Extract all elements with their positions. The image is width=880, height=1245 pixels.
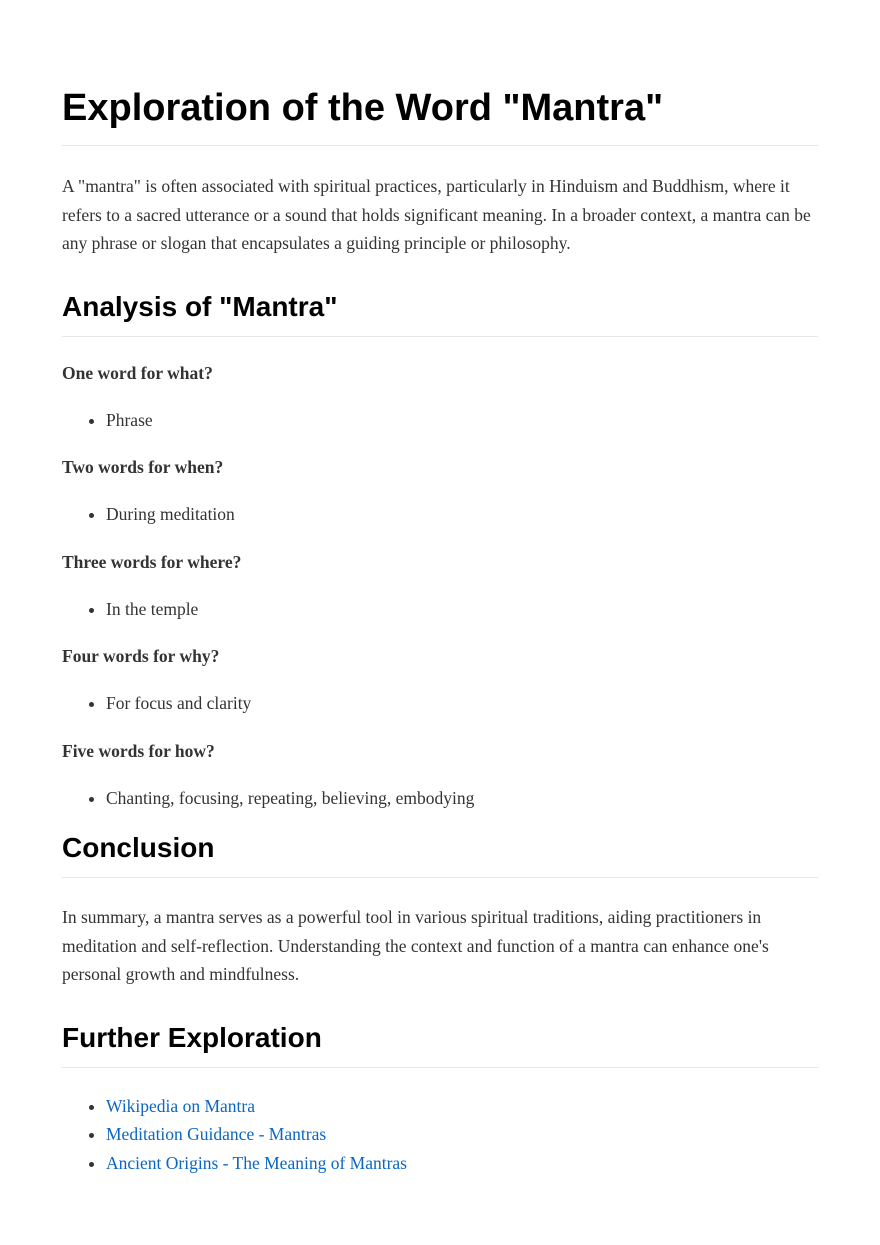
answer-what: • Phrase [106,406,818,435]
answer-list-how [62,784,818,813]
conclusion-paragraph: In summary, a mantra serves as a powerful tool in various spiritual traditions, aiding practitioners in meditation and self-reflection. Understanding the context and function of a mantra can enhance one's personal growth and mindfulness. [62,907,769,984]
answer-why: • For focus and clarity [106,689,818,718]
intro-paragraph: A "mantra" is often associated with spiritual practices, particularly in Hinduism and Buddhism, where it refers to a sacred utterance or a sound that holds significant meaning. In a broader context, a mantra can be any phrase or slogan that encapsulates a guiding principle or philosophy. [62,176,811,253]
question-what: One word for what? [62,362,213,383]
answer-where: • In the temple [106,595,818,624]
link-ancient-origins[interactable]: Ancient Origins - The Meaning of Mantras [106,1152,407,1173]
list-item [106,1120,818,1149]
answer-how: • Chanting, focusing, repeating, believing, embodying [106,784,818,813]
page-title: Exploration of the Word "Mantra" [62,0,818,146]
answer-list-where [62,595,818,624]
link-meditation-guidance[interactable]: Meditation Guidance - Mantras [106,1124,327,1144]
further-exploration-heading: Further Exploration [62,1021,818,1068]
answer-when: • During meditation [106,500,818,529]
conclusion-heading: Conclusion [62,831,818,878]
question-how: Five words for how? [62,740,215,761]
analysis-heading: Analysis of "Mantra" [62,290,818,337]
question-why: Four words for why? [62,646,220,666]
answer-list-what [62,406,818,435]
document [62,0,818,1177]
link-wikipedia-mantra[interactable]: Wikipedia on Mantra [106,1095,255,1116]
further-links-list [62,1092,818,1178]
answer-list-why [62,689,818,718]
list-item [106,1092,818,1121]
list-item [106,1149,818,1178]
analysis-section [62,362,818,813]
question-when: Two words for when? [62,457,224,477]
answer-list-when [62,500,818,529]
question-where: Three words for where? [62,551,242,572]
